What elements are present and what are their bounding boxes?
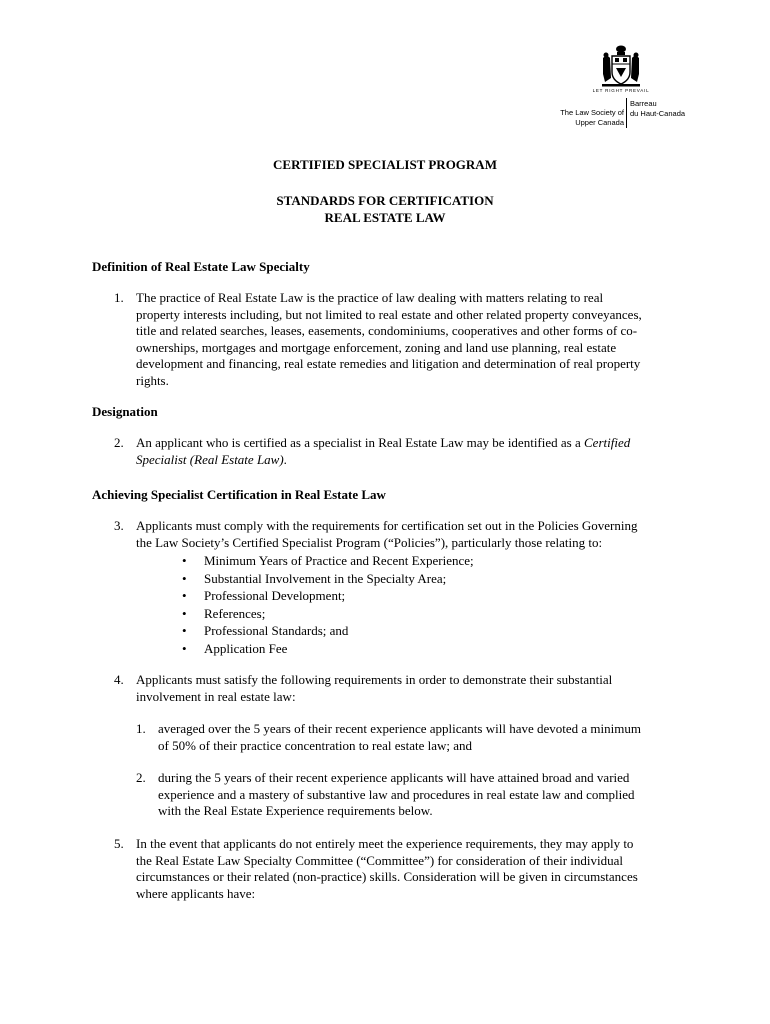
subparagraph-4-2-line: with the Real Estate Experience requirements below.: [158, 803, 433, 818]
paragraph-3: [114, 518, 684, 551]
paragraph-5-number: 5.: [114, 836, 124, 851]
wordmark-english: [560, 108, 624, 127]
coat-of-arms-icon: [599, 44, 643, 88]
requirements-bullet-list: [182, 552, 474, 658]
wordmark-french: [630, 99, 685, 118]
paragraph-4-line: Applicants must satisfy the following requirements in order to demonstrate their substantial: [136, 672, 613, 687]
paragraph-2-text-b: .: [283, 451, 287, 467]
logo-motto: LET RIGHT PREVAIL: [592, 88, 650, 93]
paragraph-1-line: development and financing, real estate remedies and litigation and determination of real property: [136, 356, 641, 371]
subparagraph-4-2: [136, 770, 684, 820]
wordmark-divider: [626, 98, 627, 128]
paragraph-4-text: [136, 672, 684, 705]
law-society-logo: [555, 44, 695, 128]
paragraph-3-text: [136, 518, 684, 551]
paragraph-4: [114, 672, 684, 705]
paragraph-2-number: 2.: [114, 435, 124, 450]
paragraph-5-line: the Real Estate Law Specialty Committee (“Committee”) for consideration of their individual: [136, 852, 623, 868]
wordmark-french-line1: Barreau: [630, 99, 657, 108]
paragraph-1-line: title and related searches, leases, easements, condominiums, cooperatives and other forms of co-: [136, 323, 638, 338]
paragraph-5-line: where applicants have:: [136, 885, 256, 901]
subparagraph-4-1-number: 1.: [136, 721, 146, 736]
wordmark-english-line2: Upper Canada: [575, 117, 624, 127]
subparagraph-4-1-line: averaged over the 5 years of their recent experience applicants will have devoted a minimum: [158, 721, 641, 736]
paragraph-3-line: Applicants must comply with the requirements for certification set out in the Policies Governing: [136, 518, 638, 533]
bullet-item: • Professional Development;: [182, 587, 474, 605]
paragraph-2-line-1: [136, 435, 684, 452]
definition-heading: Definition of Real Estate Law Specialty: [92, 259, 310, 274]
paragraph-5: [114, 836, 684, 902]
subparagraph-4-1-line: of 50% of their practice concentration to real estate law; and: [158, 737, 473, 753]
bullet-item: • Minimum Years of Practice and Recent Experience;: [182, 552, 474, 570]
paragraph-1-line: The practice of Real Estate Law is the practice of law dealing with matters relating to real: [136, 290, 604, 305]
subparagraph-4-1: [136, 721, 684, 754]
paragraph-1-number: 1.: [114, 290, 124, 305]
paragraph-1-line: ownerships, mortgages and mortgage enforcement, zoning and land use planning, real estate: [136, 339, 617, 355]
program-title: CERTIFIED SPECIALIST PROGRAM: [273, 157, 497, 172]
paragraph-5-line: In the event that applicants do not entirely meet the experience requirements, they may apply to: [136, 836, 634, 851]
paragraph-4-number: 4.: [114, 672, 124, 687]
paragraph-1: [114, 290, 684, 389]
paragraph-2-italic-b: Specialist (Real Estate Law): [136, 451, 284, 467]
subparagraph-4-1-text: [158, 721, 684, 754]
designation-heading: Designation: [92, 404, 158, 419]
subparagraph-4-2-line: experience and a mastery of substantive law and procedures in real estate law and complied: [158, 786, 635, 802]
specialty-title: REAL ESTATE LAW: [324, 210, 446, 225]
subparagraph-4-2-text: [158, 770, 684, 820]
wordmark-french-line2: du Haut-Canada: [630, 108, 686, 118]
bullet-item: • References;: [182, 605, 474, 623]
paragraph-1-line: property interests including, but not limited to real estate and other related property conveyances,: [136, 306, 642, 322]
paragraph-3-number: 3.: [114, 518, 124, 533]
subparagraph-4-2-line: during the 5 years of their recent experience applicants will have attained broad and varied: [158, 770, 630, 785]
paragraph-2-italic-a: Certified: [584, 435, 631, 450]
bullet-item: • Application Fee: [182, 640, 474, 658]
paragraph-1-line: rights.: [136, 372, 169, 388]
paragraph-2-text: [136, 435, 684, 468]
paragraph-5-text: [136, 836, 684, 902]
subparagraph-4-2-number: 2.: [136, 770, 146, 785]
wordmark-english-line1: The Law Society of: [560, 108, 624, 117]
paragraph-2-text-a: An applicant who is certified as a specialist in Real Estate Law may be identified as a: [136, 435, 584, 450]
paragraph-2: [114, 435, 684, 468]
bullet-item: • Professional Standards; and: [182, 622, 474, 640]
paragraph-3-line: the Law Society’s Certified Specialist Program (“Policies”), particularly those relating to:: [136, 534, 603, 550]
bullet-item: • Substantial Involvement in the Specialty Area;: [182, 570, 474, 588]
paragraph-1-text: [136, 290, 684, 389]
paragraph-2-line-2: [136, 452, 684, 469]
paragraph-4-line: involvement in real estate law:: [136, 688, 296, 704]
achieving-heading: Achieving Specialist Certification in Real Estate Law: [92, 487, 386, 502]
standards-title: STANDARDS FOR CERTIFICATION: [276, 193, 494, 208]
paragraph-5-line: circumstances or their related (non-practice) skills. Consideration will be given in circumstances: [136, 869, 638, 884]
